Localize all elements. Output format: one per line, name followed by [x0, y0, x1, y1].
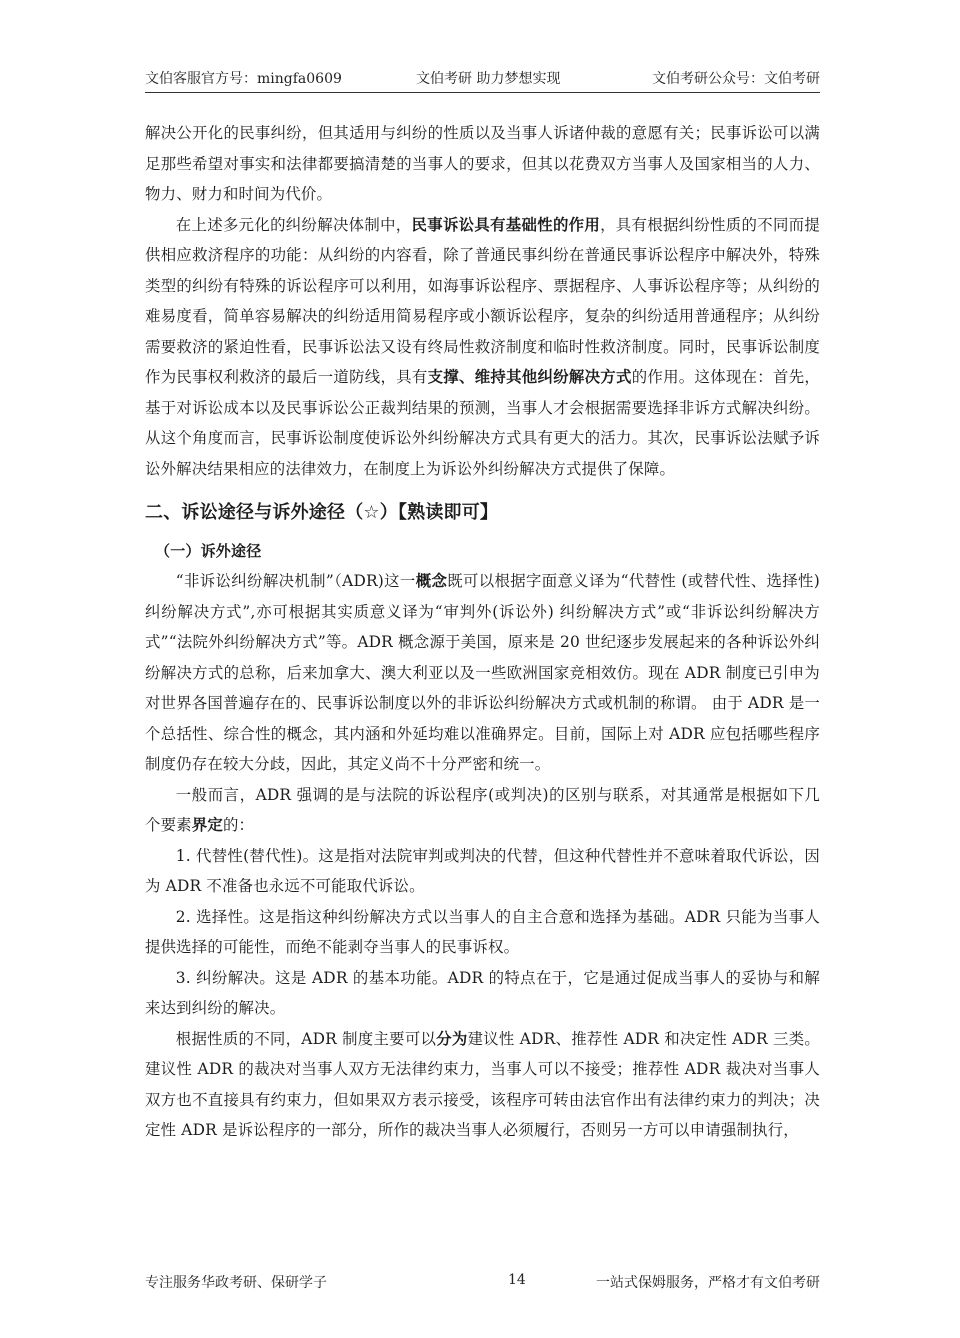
paragraph-1: 解决公开化的民事纠纷，但其适用与纠纷的性质以及当事人诉诸仲裁的意愿有关；民事诉讼可以满足那些希望对事实和法律都要搞清楚的当事人的要求，但其以花费双方当事人及国家相当的人力、物力、财力和时间为代价。 — [145, 124, 820, 203]
emphasis-support-role: 支撑、维持其他纠纷解决方式 — [427, 368, 632, 386]
paragraph-adr-elements: 一般而言，ADR 强调的是与法院的诉讼程序(或判决)的区别与联系，对其通常是根据如下几个要素界定的： — [145, 785, 820, 834]
emphasis-basic-role: 民事诉讼具有基础性的作用 — [411, 215, 601, 234]
list-item-1: 1. 代替性(替代性)。这是指对法院审判或判决的代替，但这种代替性并不意味着取代诉讼，因为 ADR 不准备也永远不可能取代诉讼。 — [145, 846, 820, 895]
page-header — [145, 66, 820, 93]
paragraph-adr-concept: “非诉讼纠纷解决机制”（ADR)这一概念既可以根据字面意义译为“代替性 (或替代性、选择性)纠纷解决方式”,亦可根据其实质意义译为“审判外(诉讼外) 纠纷解决方式”或“非诉讼纠纷解决方式”“法院外纠纷解决方式”等。ADR 概念源于美国，原来是 20 世纪逐步发展起来的各种诉讼外纠纷解决方式的总称，后来加拿大、澳大利亚以及一些欧洲国家竞相效仿。现在 ADR 制度已引申为对世界各国普遍存在的、民事诉讼制度以外的非诉讼纠纷解决方式或机制的称谓。 由于 ADR 是一个总括性、综合性的概念，其内涵和外延均难以准确界定。目前，国际上对 ADR 应包括哪些程序制度仍存在较大分歧，因此，其定义尚不十分严密和统一。 — [145, 572, 821, 773]
emphasis-concept: 概念 — [415, 572, 448, 590]
header-service-account: 文伯客服官方号：mingfa0609 — [145, 71, 342, 87]
section-heading: 二、诉讼途径与诉外途径（☆）【熟读即可】 — [145, 502, 499, 523]
paragraph-2: 在上述多元化的纠纷解决体制中，民事诉讼具有基础性的作用，具有根据纠纷性质的不同而提供相应救济程序的功能：从纠纷的内容看，除了普通民事纠纷在普通民事诉讼程序中解决外，特殊类型的纠纷有特殊的诉讼程序可以利用，如海事诉讼程序、票据程序、人事诉讼程序等；从纠纷的难易度看，简单容易解决的纠纷适用简易程序或小额诉讼程序，复杂的纠纷适用普通程序；从纠纷需要救济的紧迫性看，民事诉讼法又设有终局性救济制度和临时性救济制度。同时，民事诉讼制度作为民事权利救济的最后一道防线，具有支撑、维持其他纠纷解决方式的作用。这体现在：首先，基于对诉讼成本以及民事诉讼公正裁判结果的预测，当事人才会根据需要选择非诉方式解决纠纷。从这个角度而言，民事诉讼制度使诉讼外纠纷解决方式具有更大的活力。其次，民事诉讼法赋予诉讼外解决结果相应的法律效力，在制度上为诉讼外纠纷解决方式提供了保障。 — [145, 215, 820, 478]
footer-tagline: 专注服务华政考研、保研学子 — [145, 1275, 327, 1291]
emphasis-divide: 分为 — [436, 1029, 468, 1048]
document-body — [145, 118, 820, 1146]
page-footer — [145, 1272, 820, 1294]
footer-slogan: 一站式保姆服务，严格才有文伯考研 — [596, 1275, 820, 1291]
paragraph-adr-types: 根据性质的不同，ADR 制度主要可以分为建议性 ADR、推荐性 ADR 和决定性 ADR 三类。建议性 ADR 的裁决对当事人双方无法律约束力，当事人可以不接受；推荐性 ADR 裁决对当事人双方也不直接具有约束力，但如果双方表示接受，该程序可转由法官作出有法律约束力的判决；决定性 ADR 是诉讼程序的一部分，所作的裁决当事人必须履行，否则另一方可以申请强制执行， — [145, 1029, 820, 1139]
subsection-heading: （一）诉外途径 — [155, 542, 262, 560]
list-item-3: 3. 纠纷解决。这是 ADR 的基本功能。ADR 的特点在于，它是通过促成当事人的妥协与和解来达到纠纷的解决。 — [145, 968, 820, 1017]
emphasis-define: 界定 — [191, 816, 223, 834]
header-wechat-account: 文伯考研公众号：文伯考研 — [652, 71, 820, 87]
header-slogan: 文伯考研 助力梦想实现 — [416, 71, 561, 87]
list-item-2: 2. 选择性。这是指这种纠纷解决方式以当事人的自主合意和选择为基础。ADR 只能为当事人提供选择的可能性，而绝不能剥夺当事人的民事诉权。 — [145, 907, 820, 956]
page-number: 14 — [508, 1272, 526, 1288]
